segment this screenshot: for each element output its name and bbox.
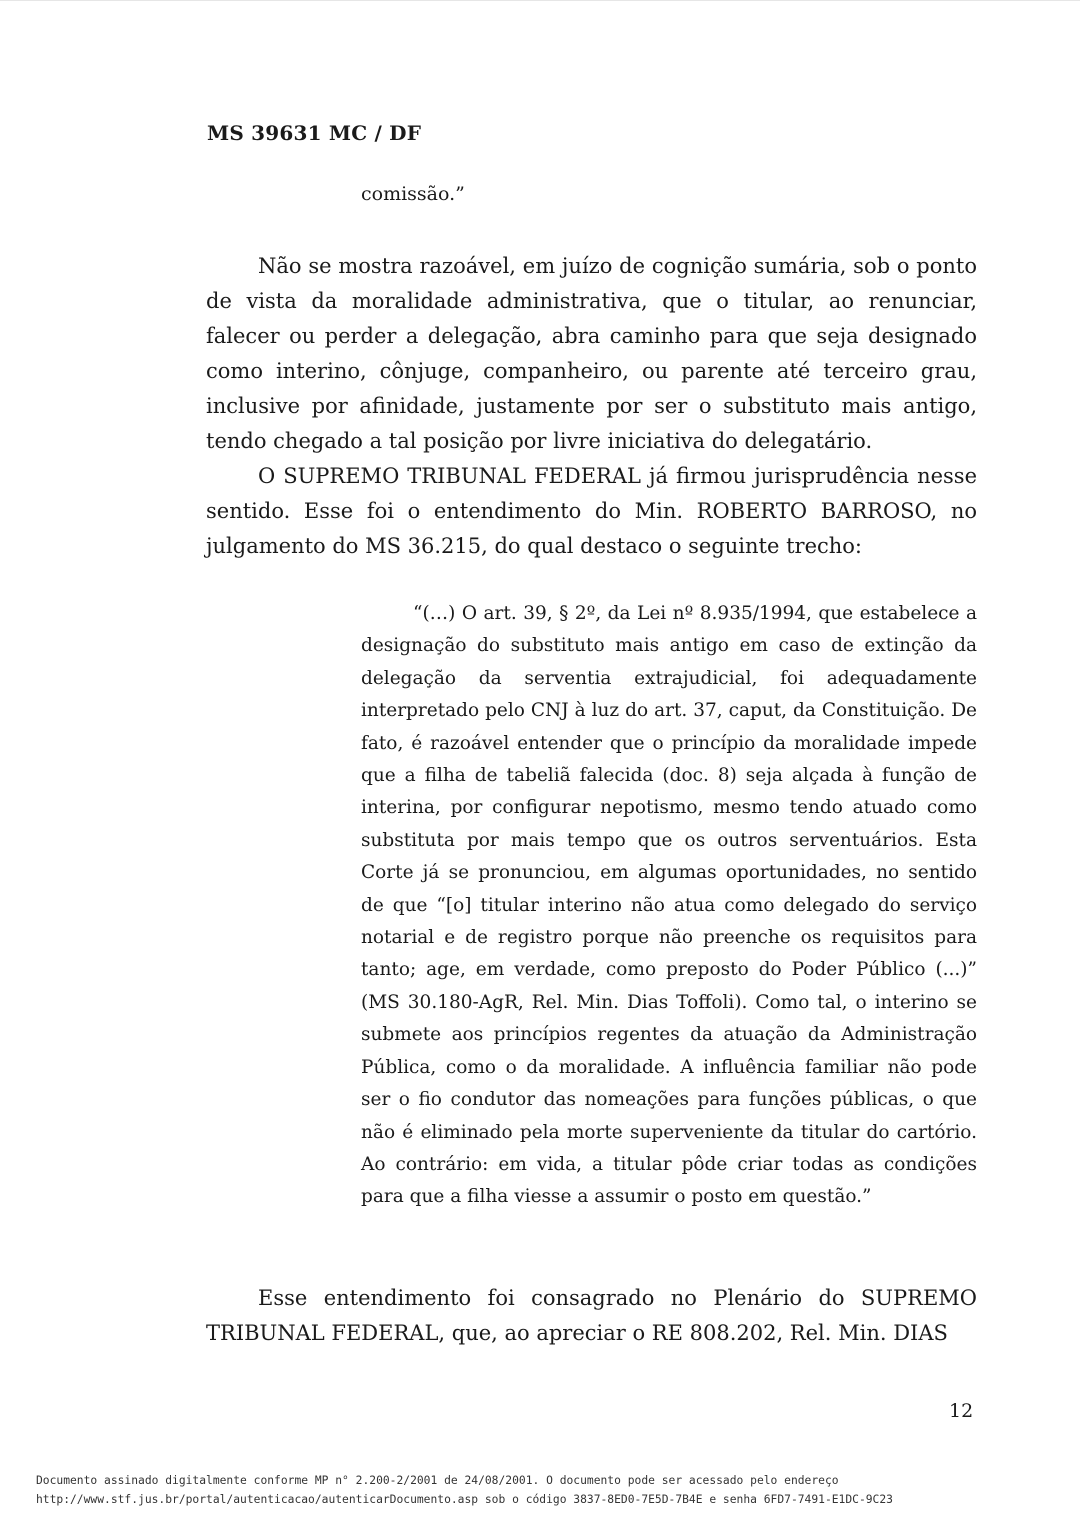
paragraph-text: Não se mostra razoável, em juízo de cognição sumária, sob o ponto de vista da moralidade administrativa, que o titular, ao renunciar, falecer ou perder a delegação, abra caminho para que seja designado como interino, cônjuge, companheiro, ou parente até terceiro grau, inclusive por afinidade, justamente por ser o substituto mais antigo, tendo chegado a tal posição por livre iniciativa do delegatário. <box>206 254 977 453</box>
case-header: MS 39631 MC / DF <box>207 121 422 145</box>
body-paragraph-3 <box>206 1281 977 1351</box>
paragraph-text: O SUPREMO TRIBUNAL FEDERAL já firmou jurisprudência nesse sentido. Esse foi o entendimento do Min. ROBERTO BARROSO, no julgamento do MS 36.215, do qual destaco o seguinte trecho: <box>206 464 977 558</box>
page-number: 12 <box>949 1400 974 1422</box>
body-paragraph-2 <box>206 459 977 564</box>
footer-line-1: Documento assinado digitalmente conforme MP n° 2.200-2/2001 de 24/08/2001. O documento pode ser acessado pelo endereço <box>36 1474 839 1487</box>
footer-line-2: http://www.stf.jus.br/portal/autenticacao/autenticarDocumento.asp sob o código 3837-8ED0-7E5D-7B4E e senha 6FD7-7491-E1DC-9C23 <box>36 1493 893 1506</box>
block-quote <box>361 598 977 1214</box>
top-border-line <box>0 0 1080 1</box>
quote-continuation: comissão.” <box>361 183 465 205</box>
body-paragraph-1 <box>206 249 977 459</box>
quote-text: “(…) O art. 39, § 2º, da Lei nº 8.935/1994, que estabelece a designação do substituto mais antigo em caso de extinção da delegação da serventia extrajudicial, foi adequadamente interpretado pelo CNJ à luz do art. 37, caput, da Constituição. De fato, é razoável entender que o princípio da moralidade impede que a filha de tabeliã falecida (doc. 8) seja alçada à função de interina, por configurar nepotismo, mesmo tendo atuado como substituta por mais tempo que os outros serventuários. Esta Corte já se pronunciou, em algumas oportunidades, no sentido de que “[o] titular interino não atua como delegado do serviço notarial e de registro porque não preenche os requisitos para tanto; age, em verdade, como preposto do Poder Público (...)” (MS 30.180-AgR, Rel. Min. Dias Toffoli). Como tal, o interino se submete aos princípios regentes da atuação da Administração Pública, como o da moralidade. A influência familiar não pode ser o fio condutor das nomeações para funções públicas, o que não é eliminado pela morte superveniente da titular do cartório. Ao contrário: em vida, a titular pôde criar todas as condições para que a filha viesse a assumir o posto em questão.” <box>361 603 977 1208</box>
paragraph-text: Esse entendimento foi consagrado no Plenário do SUPREMO TRIBUNAL FEDERAL, que, ao apreciar o RE 808.202, Rel. Min. DIAS <box>206 1286 977 1345</box>
digital-signature-footer <box>36 1471 893 1509</box>
